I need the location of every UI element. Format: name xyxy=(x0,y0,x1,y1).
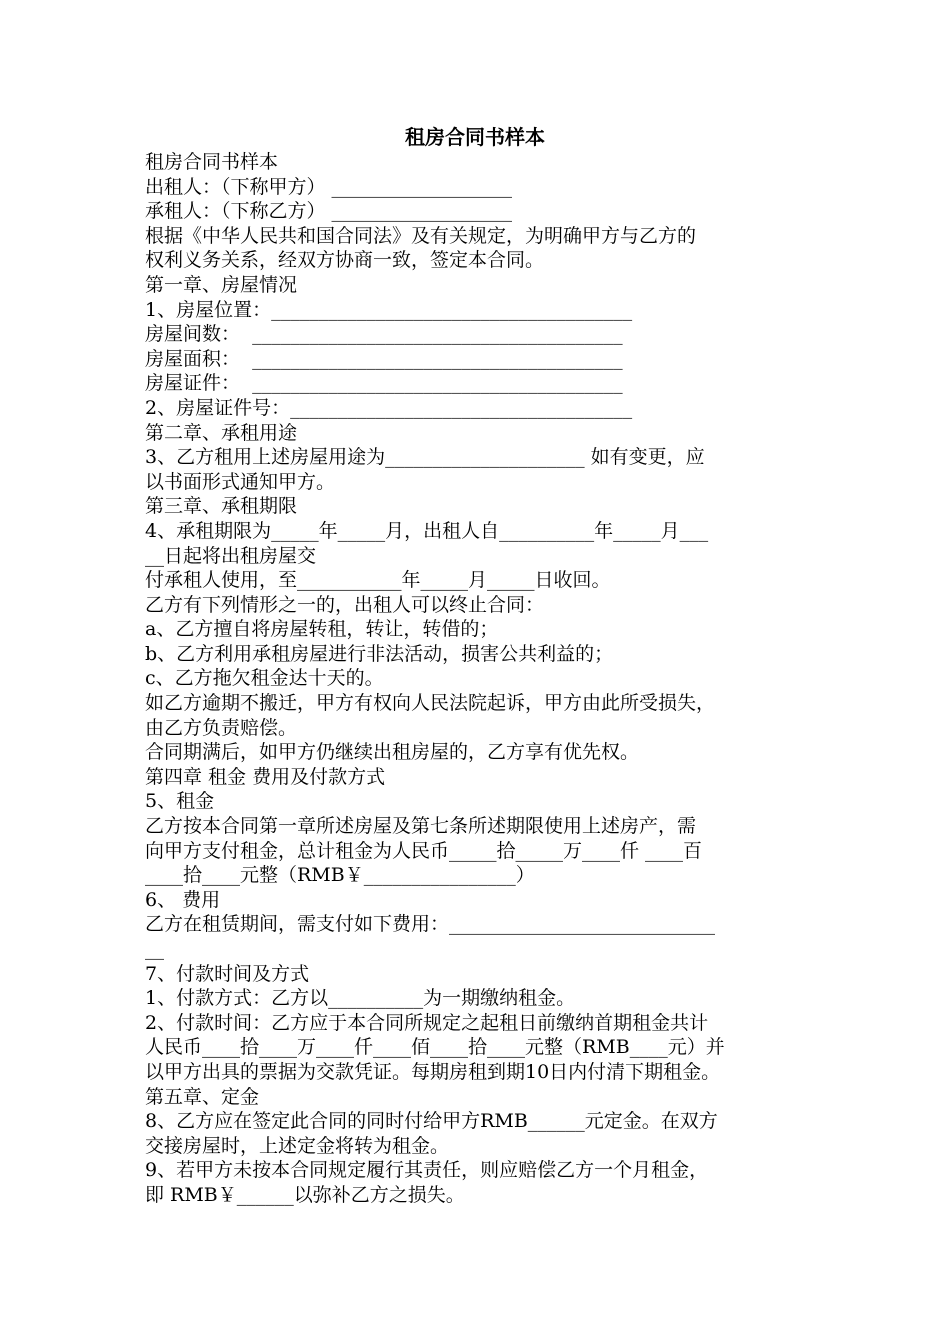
contract-line: 4、承租期限为_____年_____月，出租人自__________年_____月___ xyxy=(145,519,709,542)
contract-line: 乙方有下列情形之一的，出租人可以终止合同： xyxy=(145,593,545,616)
contract-line: 第三章、承租期限 xyxy=(145,495,298,518)
contract-line: 交接房屋时，上述定金将转为租金。 xyxy=(145,1134,450,1157)
contract-line: c、乙方拖欠租金达十天的。 xyxy=(145,667,384,690)
contract-line: 6、 费用 xyxy=(145,888,221,911)
contract-line: 房屋面积： _______________________________________ xyxy=(145,347,623,370)
contract-line: 2、付款时间：乙方应于本合同所规定之起租日前缴纳首期租金共计 xyxy=(145,1011,709,1034)
contract-body xyxy=(145,150,810,1208)
contract-line: 第二章、承租用途 xyxy=(145,421,298,444)
contract-line: ____拾____元整（RMB￥________________） xyxy=(145,864,535,887)
contract-line: 由乙方负责赔偿。 xyxy=(145,716,298,739)
contract-line: 人民币____拾____万____仟____佰____拾____元整（RMB____元）并 xyxy=(145,1036,725,1059)
contract-line: 第一章、房屋情况 xyxy=(145,273,298,296)
contract-line: 向甲方支付租金，总计租金为人民币_____拾_____万____仟 ____百 xyxy=(145,839,703,862)
contract-line: 房屋间数： _______________________________________ xyxy=(145,323,623,346)
contract-line: __ xyxy=(145,938,164,960)
contract-line: 租房合同书样本 xyxy=(145,151,279,173)
contract-line: 以甲方出具的票据为交款凭证。每期房租到期10日内付清下期租金。 xyxy=(145,1060,721,1083)
contract-line: 5、租金 xyxy=(145,790,215,813)
contract-line: 3、乙方租用上述房屋用途为_____________________ 如有变更，应 xyxy=(145,446,705,469)
contract-line: 以书面形式通知甲方。 xyxy=(145,470,336,493)
contract-line: 权利义务关系，经双方协商一致，签定本合同。 xyxy=(145,249,545,272)
contract-line: 乙方在租赁期间，需支付如下费用：____________________________ xyxy=(145,913,716,936)
contract-line: a、乙方擅自将房屋转租，转让，转借的； xyxy=(145,618,499,641)
contract-line: __日起将出租房屋交 xyxy=(145,544,317,567)
contract-line: 房屋证件： _______________________________________ xyxy=(145,372,623,395)
contract-line: 第四章 租金 费用及付款方式 xyxy=(145,765,386,788)
contract-line: 2、房屋证件号：____________________________________ xyxy=(145,396,633,419)
contract-line: 出租人：（下称甲方） ___________________ xyxy=(145,175,513,198)
contract-line: 1、房屋位置：______________________________________ xyxy=(145,298,633,321)
contract-line: 1、付款方式：乙方以__________为一期缴纳租金。 xyxy=(145,987,576,1010)
contract-line: 第五章、定金 xyxy=(145,1085,260,1108)
contract-line: b、乙方利用承租房屋进行非法活动，损害公共利益的； xyxy=(145,642,614,665)
contract-line: 8、乙方应在签定此合同的同时付给甲方RMB______元定金。在双方 xyxy=(145,1110,718,1133)
contract-line: 7、付款时间及方式 xyxy=(145,962,310,985)
contract-line: 根据《中华人民共和国合同法》及有关规定，为明确甲方与乙方的 xyxy=(145,224,697,247)
contract-line: 承租人：（下称乙方） ___________________ xyxy=(145,200,513,223)
contract-line: 付承租人使用，至___________年_____月_____日收回。 xyxy=(145,569,611,592)
contract-line: 乙方按本合同第一章所述房屋及第七条所述期限使用上述房产，需 xyxy=(145,815,697,838)
contract-line: 9、若甲方未按本合同规定履行其责任，则应赔偿乙方一个月租金， xyxy=(145,1159,709,1182)
contract-line: 合同期满后，如甲方仍继续出租房屋的，乙方享有优先权。 xyxy=(145,741,640,764)
contract-line: 即 RMB￥______以弥补乙方之损失。 xyxy=(145,1183,465,1206)
document-title: 租房合同书样本 xyxy=(405,125,545,149)
contract-line: 如乙方逾期不搬迁，甲方有权向人民法院起诉，甲方由此所受损失， xyxy=(145,692,716,715)
